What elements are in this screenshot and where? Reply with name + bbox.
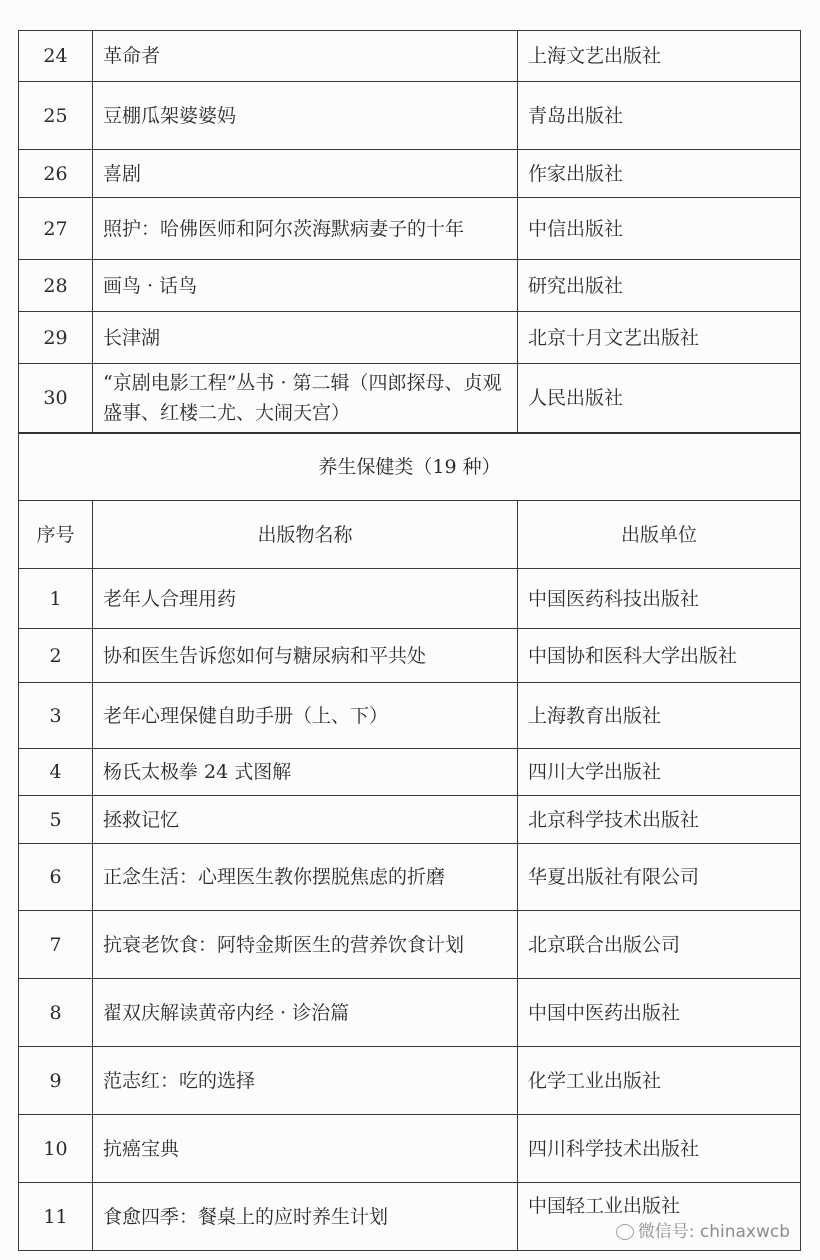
publication-title: 协和医生告诉您如何与糖尿病和平共处 xyxy=(93,629,518,683)
row-number: 4 xyxy=(19,749,93,796)
publisher-name: 中信出版社 xyxy=(528,217,624,240)
row-number: 3 xyxy=(19,683,93,749)
row-number: 27 xyxy=(19,198,93,260)
publisher-name: 人民出版社 xyxy=(528,386,624,409)
publication-title: 喜剧 xyxy=(93,150,518,198)
watermark xyxy=(528,1221,790,1243)
table-row xyxy=(19,629,801,683)
publication-title: 抗癌宝典 xyxy=(93,1115,518,1183)
publisher-cell xyxy=(518,683,801,749)
row-number: 26 xyxy=(19,150,93,198)
table-row xyxy=(19,1183,801,1251)
publisher-cell xyxy=(518,1047,801,1115)
table-row xyxy=(19,569,801,629)
publication-title: 正念生活：心理医生教你摆脱焦虑的折磨 xyxy=(93,844,518,911)
table-row xyxy=(19,260,801,312)
table-row xyxy=(19,150,801,198)
watermark-text: 微信号: chinaxwcb xyxy=(637,1221,790,1242)
table-row xyxy=(19,364,801,433)
table-row xyxy=(19,796,801,844)
wechat-icon xyxy=(616,1224,634,1240)
publication-title: 画鸟 · 话鸟 xyxy=(93,260,518,312)
table-row xyxy=(19,1047,801,1115)
publisher-cell xyxy=(518,979,801,1047)
publisher-cell xyxy=(518,796,801,844)
table-row xyxy=(19,312,801,364)
publisher-cell xyxy=(518,629,801,683)
publication-title: 老年人合理用药 xyxy=(93,569,518,629)
publisher-name: 北京联合出版公司 xyxy=(528,933,681,956)
publisher-name: 北京十月文艺出版社 xyxy=(528,326,700,349)
publisher-cell xyxy=(518,82,801,150)
publisher-cell xyxy=(518,364,801,433)
publisher-cell xyxy=(518,844,801,911)
publisher-cell xyxy=(518,911,801,979)
row-number: 30 xyxy=(19,364,93,433)
publication-title: 抗衰老饮食：阿特金斯医生的营养饮食计划 xyxy=(93,911,518,979)
publisher-name: 四川大学出版社 xyxy=(528,761,662,783)
publisher-name: 中国医药科技出版社 xyxy=(528,587,700,610)
publication-title: 革命者 xyxy=(93,31,518,82)
publisher-cell xyxy=(518,312,801,364)
publisher-name: 华夏出版社有限公司 xyxy=(528,866,700,888)
row-number: 1 xyxy=(19,569,93,629)
table-row xyxy=(19,979,801,1047)
publisher-cell xyxy=(518,569,801,629)
publication-title: 杨氏太极拳 24 式图解 xyxy=(93,749,518,796)
publication-title: 范志红：吃的选择 xyxy=(93,1047,518,1115)
section-title: 养生保健类（19 种） xyxy=(19,433,801,501)
publisher-name: 上海教育出版社 xyxy=(528,704,662,727)
publisher-name: 北京科学技术出版社 xyxy=(528,808,700,831)
publication-table xyxy=(18,30,801,1251)
row-number: 2 xyxy=(19,629,93,683)
row-number: 7 xyxy=(19,911,93,979)
publisher-name: 中国协和医科大学出版社 xyxy=(528,644,738,667)
row-number: 25 xyxy=(19,82,93,150)
table-row xyxy=(19,844,801,911)
table-row xyxy=(19,31,801,82)
publisher-cell xyxy=(518,260,801,312)
table-row xyxy=(19,911,801,979)
publisher-name: 中国轻工业出版社 xyxy=(528,1194,681,1217)
row-number: 29 xyxy=(19,312,93,364)
publisher-name: 研究出版社 xyxy=(528,274,624,297)
row-number: 5 xyxy=(19,796,93,844)
publication-title: 豆棚瓜架婆婆妈 xyxy=(93,82,518,150)
table-row xyxy=(19,198,801,260)
row-number: 10 xyxy=(19,1115,93,1183)
publication-title: 食愈四季：餐桌上的应时养生计划 xyxy=(93,1183,518,1251)
row-number: 6 xyxy=(19,844,93,911)
publisher-name: 化学工业出版社 xyxy=(528,1069,662,1092)
publisher-name: 上海文艺出版社 xyxy=(528,45,662,67)
publication-title: “京剧电影工程”丛书 · 第二辑（四郎探母、贞观盛事、红楼二尤、大闹天宫） xyxy=(93,364,518,433)
publisher-cell xyxy=(518,150,801,198)
publisher-name: 中国中医药出版社 xyxy=(528,1001,681,1024)
publication-title: 老年心理保健自助手册（上、下） xyxy=(93,683,518,749)
table-row xyxy=(19,1115,801,1183)
row-number: 28 xyxy=(19,260,93,312)
publisher-cell xyxy=(518,31,801,82)
table-row xyxy=(19,683,801,749)
header-title: 出版物名称 xyxy=(93,501,518,569)
publisher-name: 青岛出版社 xyxy=(528,104,624,127)
row-number: 9 xyxy=(19,1047,93,1115)
column-header-row xyxy=(19,501,801,569)
table-row xyxy=(19,82,801,150)
publication-title: 翟双庆解读黄帝内经 · 诊治篇 xyxy=(93,979,518,1047)
publisher-name: 作家出版社 xyxy=(528,162,624,185)
publisher-cell xyxy=(518,749,801,796)
header-no: 序号 xyxy=(19,501,93,569)
header-publisher: 出版单位 xyxy=(518,501,801,569)
row-number: 8 xyxy=(19,979,93,1047)
row-number: 24 xyxy=(19,31,93,82)
publication-title: 照护：哈佛医师和阿尔茨海默病妻子的十年 xyxy=(93,198,518,260)
publication-title: 拯救记忆 xyxy=(93,796,518,844)
publisher-name: 四川科学技术出版社 xyxy=(528,1137,700,1160)
publisher-cell xyxy=(518,198,801,260)
publisher-cell xyxy=(518,1183,801,1251)
section-header-row xyxy=(19,433,801,501)
publisher-cell xyxy=(518,1115,801,1183)
row-number: 11 xyxy=(19,1183,93,1251)
publication-title: 长津湖 xyxy=(93,312,518,364)
table-row xyxy=(19,749,801,796)
